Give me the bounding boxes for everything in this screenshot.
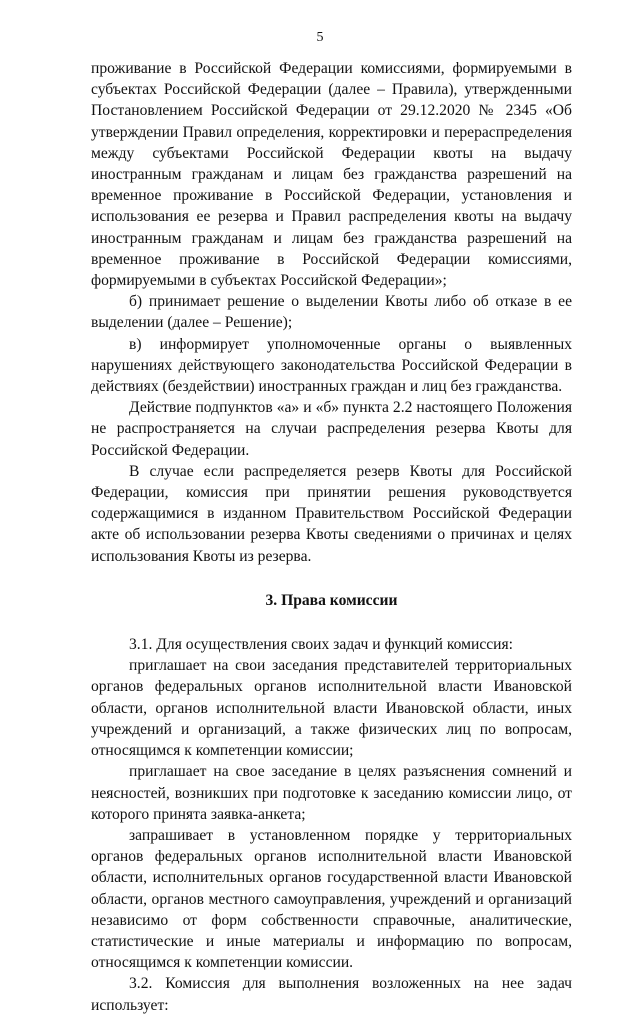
document-body (91, 58, 572, 1016)
paragraph-item-v: в) информирует уполномоченные органы о выявленных нарушениях действующего законодательства Российской Федерации в действиях (бездействии) иностранных граждан и лиц без гражданства. (91, 335, 572, 396)
paragraph-3-2: 3.2. Комиссия для выполнения возложенных на нее задач использует: (91, 975, 572, 1014)
paragraph-continuation: проживание в Российской Федерации комиссиями, формируемыми в субъектах Российской Федерации (далее – Правила), утвержденными Постановлением Российской Федерации от 29.12.2020 № 2345 «Об утверждении Правил определения, корректировки и перераспределения между субъектами Российской Федерации квоты на выдачу иностранным гражданам и лицам без гражданства разрешений на временное проживание в Российской Федерации, установления и использования ее резерва и Правил распределения квоты на выдачу иностранным гражданам и лицам без гражданства разрешений на временное проживание в Российской Федерации комиссиями, формируемыми в субъектах Российской Федерации»; (91, 60, 572, 290)
paragraph-3-1: 3.1. Для осуществления своих задач и функций комиссия: (129, 636, 514, 654)
paragraph-scope-note: Действие подпунктов «а» и «б» пункта 2.2 настоящего Положения не распространяется на случаи распределения резерва Квоты для Российской Федерации. (91, 399, 572, 459)
paragraph-invites-applicant: приглашает на свое заседание в целях разъяснения сомнений и неясностей, возникших при подготовке к заседанию комиссии лицо, от которого принята заявка-анкета; (91, 763, 572, 823)
paragraph-invites-representatives: приглашает на свои заседания представителей территориальных органов федеральных органов исполнительной власти Ивановской области, органов исполнительной власти Ивановской области, иных учреждений и организаций, а также физических лиц по вопросам, относящимся к компетенции комиссии; (91, 657, 572, 760)
paragraph-requests-materials: запрашивает в установленном порядке у территориальных органов федеральных органов исполнительной власти Ивановской области, исполнительных органов государственной власти Ивановской области, органов местного самоуправления, учреждений и организаций независимо от форм собственности справочные, аналитические, статистические и иные материалы и информацию по вопросам, относящимся к компетенции комиссии. (91, 826, 572, 972)
paragraph-item-b: б) принимает решение о выделении Квоты либо об отказе в ее выделении (далее – Решение); (91, 293, 572, 332)
section-title: 3. Права комиссии (265, 591, 398, 609)
page-number: 5 (316, 30, 324, 45)
paragraph-reserve-note: В случае если распределяется резерв Квоты для Российской Федерации, комиссия при принятии решения руководствуется содержащимися в изданном Правительством Российской Федерации акте об использовании резерва Квоты сведениями о причинах и целях использования Квоты из резерва. (91, 462, 572, 565)
